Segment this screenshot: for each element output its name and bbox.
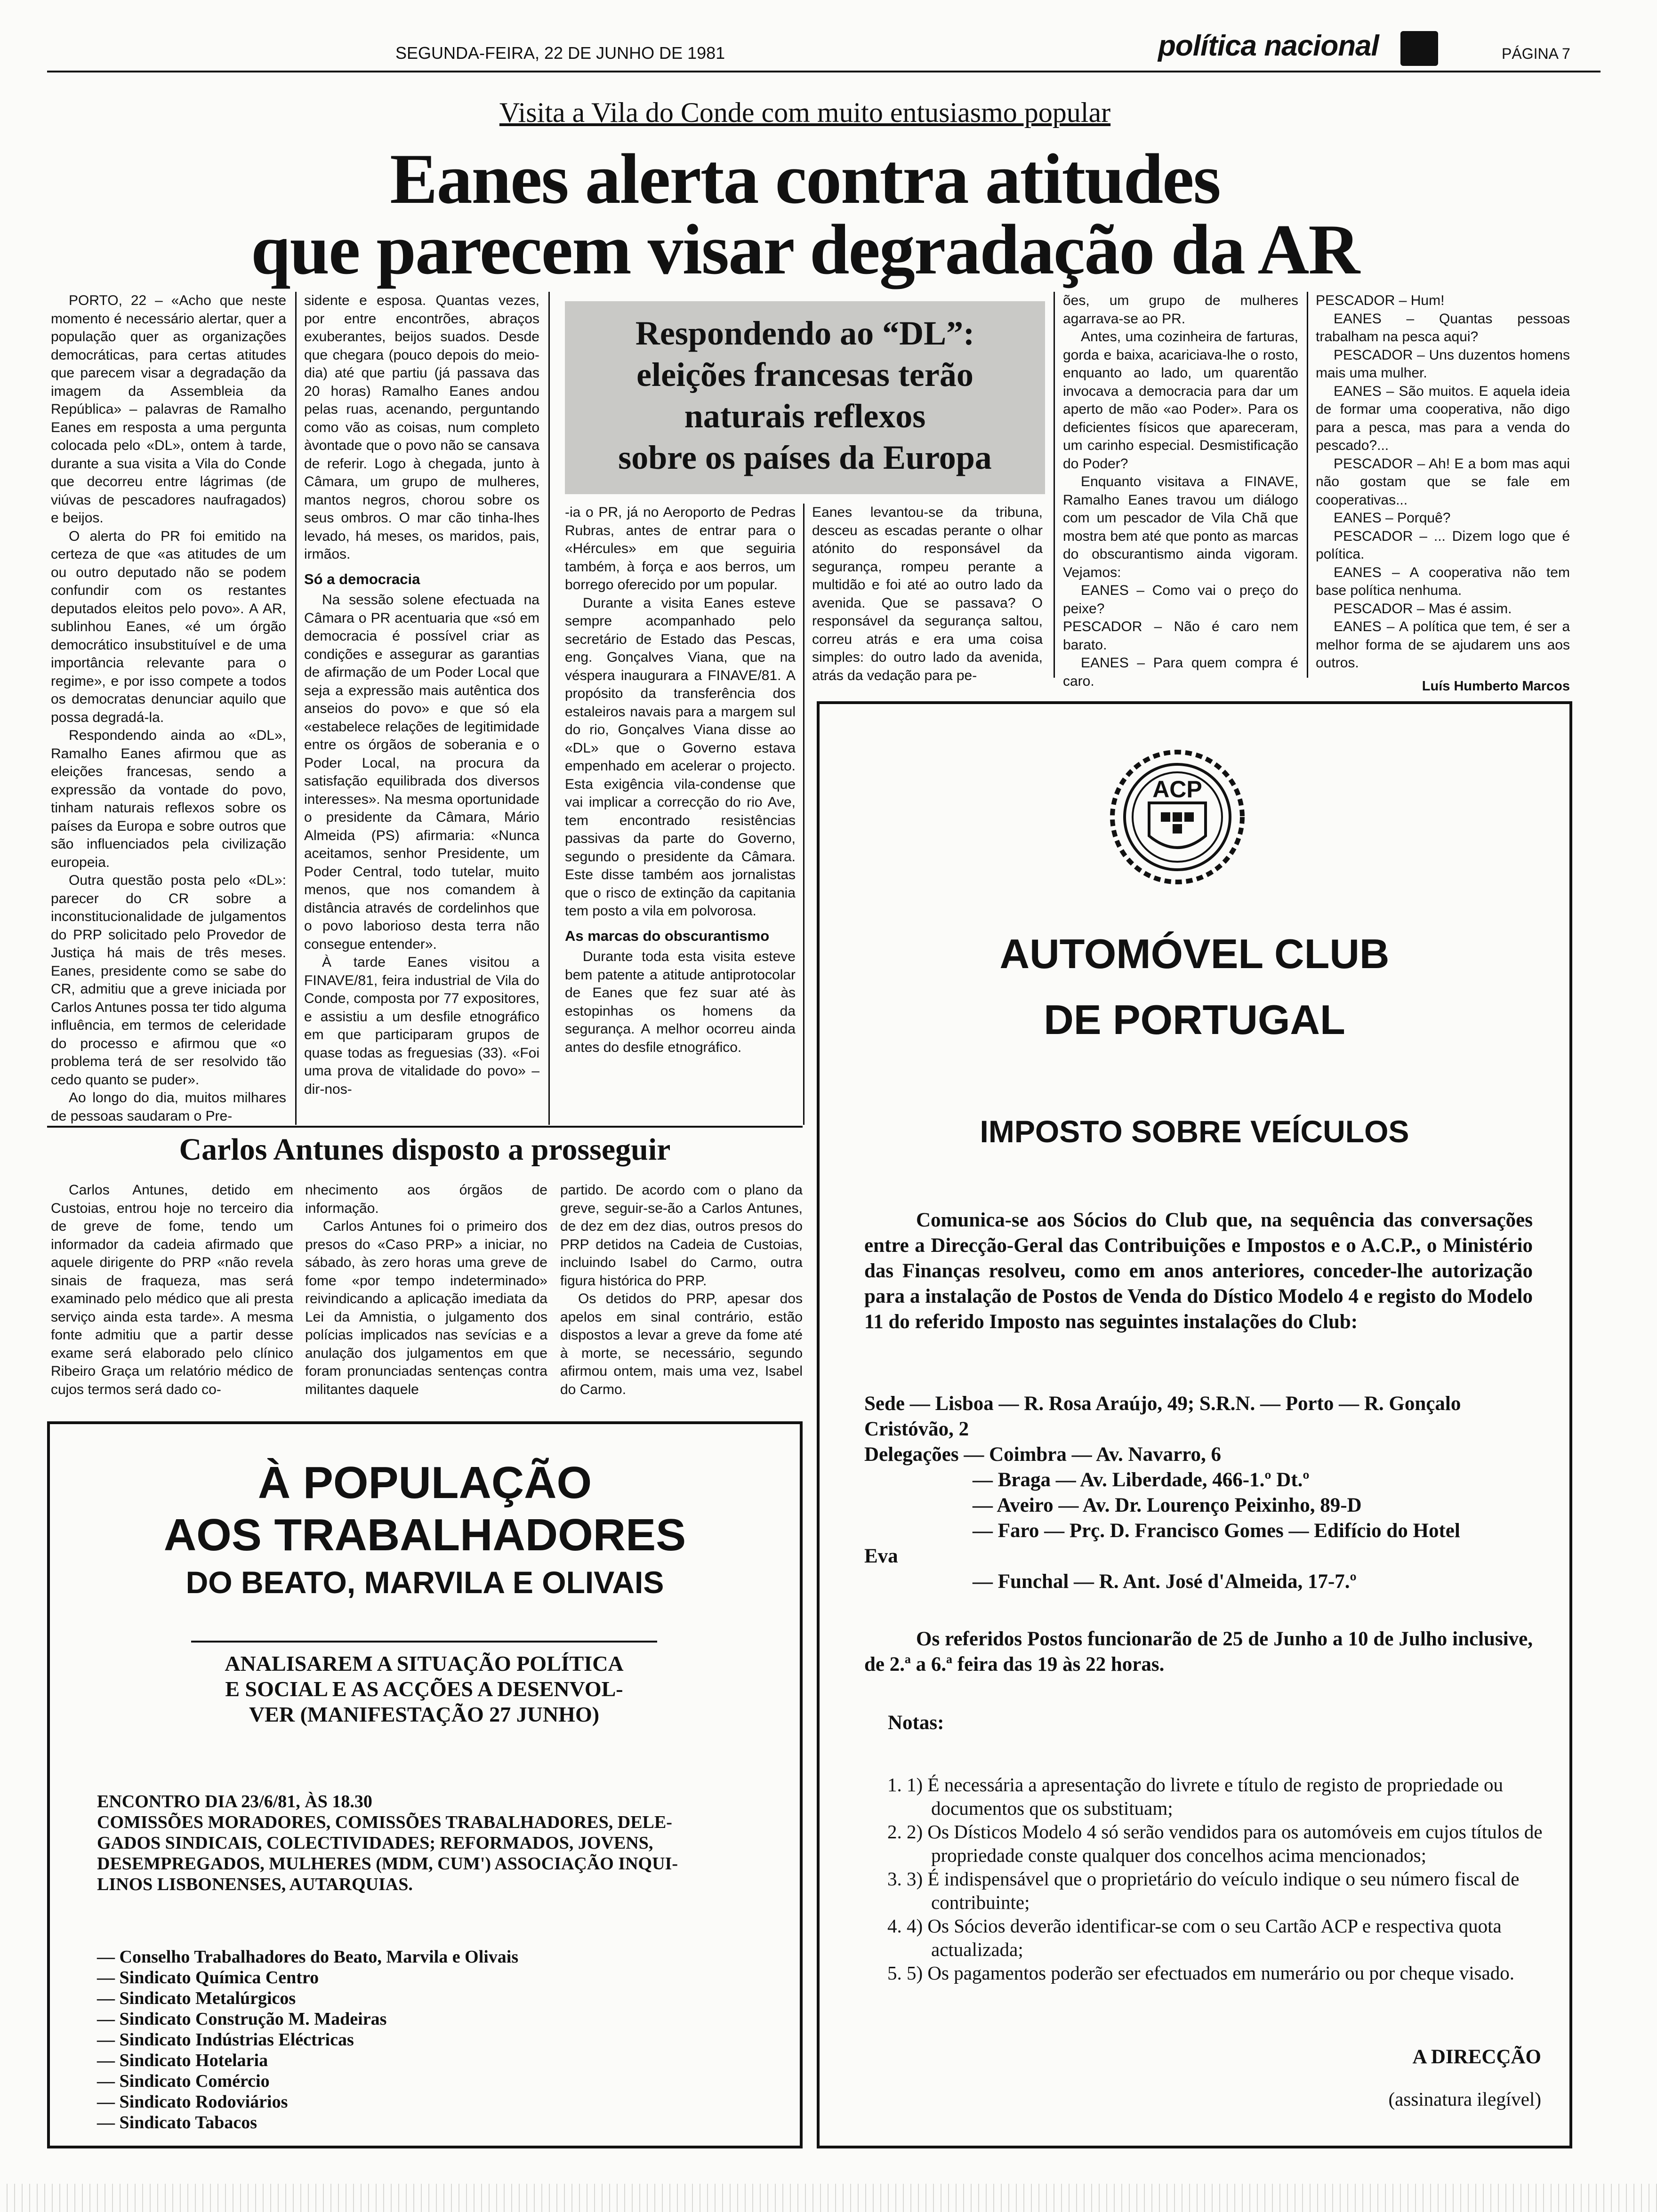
meeting-line: GADOS SINDICAIS, COLECTIVIDADES; REFORMADOS, JOVENS,: [97, 1833, 653, 1853]
location-line: Eva: [864, 1545, 898, 1567]
acp-signature: A DIRECÇÃO: [1412, 2046, 1541, 2068]
headline-line-2: que parecem visar degradação da AR: [250, 210, 1359, 289]
paragraph: Os detidos do PRP, apesar dos apelos em sinal contrário, estão dispostos a levar a greve da fome até à morte, se necessário, segundo afirmou ontem, mais uma vez, Isabel do Carmo.: [560, 1291, 803, 1397]
paragraph: Carlos Antunes foi o primeiro dos presos do «Caso PRP» a iniciar, no sábado, às zero horas uma greve de fome «por tempo indeterminado» reivindicando a aplicação imediata da Lei da Amnistia, o julgamento dos polícias implicados nas sevícias e a anulação dos julgamentos em que foram pronunciadas sentenças contra militantes daquele: [305, 1218, 547, 1397]
subhead: As marcas do obscurantismo: [565, 927, 770, 944]
inset-headline-box: [565, 301, 1045, 494]
note-item: 4. 4) Os Sócios deverão identificar-se com o seu Cartão ACP e respectiva quota actualizada;: [907, 1914, 1552, 1961]
meeting-line: ENCONTRO DIA 23/6/81, ÀS 18.30: [97, 1792, 372, 1811]
notes-title: Notas:: [888, 1712, 944, 1734]
signer-item: — Sindicato Rodoviários: [97, 2092, 288, 2112]
acp-intro: Comunica-se aos Sócios do Club que, na sequência das conversações entre a Direcção-Geral das Contribuições e Impostos e o A.C.P., o Ministério das Finanças resolveu, como em anos anteriores, conceder-lhe autorização para a instalação de Postos de Venda do Dístico Modelo 4 e registo do Modelo 11 do referido Imposto nas seguintes instalações do Club:: [864, 1209, 1533, 1333]
ad-subtitle: VER (MANIFESTAÇÃO 27 JUNHO): [249, 1702, 600, 1726]
meeting-block: [97, 1791, 756, 1895]
inset-line: naturais reflexos: [684, 397, 926, 435]
signer-item: — Sindicato Indústrias Eléctricas: [97, 2030, 354, 2050]
meeting-line: DESEMPREGADOS, MULHERES (MDM, CUM') ASSOCIAÇÃO INQUI-: [97, 1854, 678, 1874]
signer-item: — Sindicato Tabacos: [97, 2113, 257, 2132]
notes-list: [888, 1773, 1552, 1985]
subhead: Só a democracia: [304, 570, 420, 587]
lead-column-5: [1063, 292, 1298, 689]
column-divider: [803, 504, 804, 1125]
location-line: Sede — Lisboa — R. Rosa Araújo, 49; S.R.N. — Porto — R. Gonçalo Cristóvão, 2: [864, 1393, 1461, 1440]
paragraph: Durante a visita Eanes esteve sempre acompanhado pelo secretário de Estado das Pescas, eng. Gonçalves Viana, que na véspera inaugurara a FINAVE/81. A propósito da transferência dos estaleiros navais para a margem sul do rio, Gonçalves Viana disse ao «DL» que o Governo estava empenhado em acelerar o projecto. Esta exigência vila-condense que vai implicar a correcção do rio Ave, tem encontrado resistências passivas da parte do Governo, segundo o presidente da Câmara. Este disse também aos jornalistas que o risco de extinção da capitania tem posto a vila em polvorosa.: [565, 595, 796, 919]
signer-item: — Sindicato Química Centro: [97, 1968, 319, 1988]
bottom-edge-strip: [0, 2184, 1657, 2212]
dialogue-line: EANES – Porquê?: [1334, 510, 1451, 526]
paragraph: Carlos Antunes, detido em Custoias, entrou hoje no terceiro dia de greve de fome, tendo um informador da cadeia afirmado que aquele dirigente do PRP «não revela sinais de fraqueza, mas será examinado pelo médico que ali presta serviço ainda esta tarde». A mesma fonte admitiu que a partir desse exame será elaborado pelo clínico Ribeiro Graça um relatório médico de cujos termos será dado co-: [51, 1182, 293, 1397]
acp-signature-note: (assinatura ilegível): [1388, 2088, 1541, 2110]
acp-title: AUTOMÓVEL CLUB: [999, 930, 1390, 977]
location-line: — Funchal — R. Ant. José d'Almeida, 17-7.º: [973, 1571, 1357, 1593]
dialogue-line: PESCADOR – ... Dizem logo que é política.: [1316, 528, 1570, 562]
ad-title: À POPULAÇÃO: [257, 1458, 592, 1508]
page-label: PÁGINA 7: [1502, 45, 1570, 62]
dialogue-line: EANES – Para quem compra é caro.: [1063, 655, 1298, 689]
antunes-column-3: [560, 1181, 803, 1417]
inset-line: sobre os países da Europa: [618, 439, 992, 476]
paragraph: Ao longo do dia, muitos milhares de pessoas saudaram o Pre-: [51, 1090, 286, 1124]
section-rule: [47, 1126, 803, 1128]
lead-column-2: [304, 292, 539, 1122]
column-divider: [1054, 292, 1055, 678]
antunes-headline: Carlos Antunes disposto a prosseguir: [179, 1132, 671, 1167]
headline-line-1: Eanes alerta contra atitudes: [390, 139, 1220, 218]
population-ad: [47, 1421, 803, 2148]
paragraph: Durante toda esta visita esteve bem patente a atitude antiprotocolar de Eanes que fez suar até às estopinhas os homens da segurança. A melhor ocorreu ainda antes do desfile etnográfico.: [565, 949, 796, 1055]
location-line: — Aveiro — Av. Dr. Lourenço Peixinho, 89-D: [973, 1494, 1362, 1516]
kicker: Visita a Vila do Conde com muito entusiasmo popular: [499, 97, 1111, 128]
lead-column-1: [51, 292, 286, 1122]
dialogue-line: PESCADOR – Hum!: [1316, 293, 1445, 308]
section-emblem-icon: [1400, 31, 1438, 66]
signer-item: — Sindicato Comércio: [97, 2071, 270, 2091]
acp-locations: [864, 1391, 1533, 1595]
acp-subtitle: IMPOSTO SOBRE VEÍCULOS: [980, 1114, 1409, 1149]
dialogue-line: EANES – Quantas pessoas trabalham na pesca aqui?: [1316, 311, 1570, 345]
paragraph: nhecimento aos órgãos de informação.: [305, 1182, 547, 1216]
header-rule: [47, 71, 1601, 72]
signer-item: — Conselho Trabalhadores do Beato, Marvila e Olivais: [97, 1947, 519, 1967]
inset-line: eleições francesas terão: [636, 356, 973, 393]
paragraph: sidente e esposa. Quantas vezes, por entre encontrões, abraços exuberantes, beijos suados. Desde que chegara (pouco depois do meio-dia) até que partiu (já passava das 20 horas) Ramalho Eanes andou pelas ruas, acenando, perguntando como vão as coisas, num completo àvontade que o povo não se cansava de referir. Logo à chegada, junto à Câmara, um grupo de mulheres, mantos negros, chorou sobre os seus ombros. O mar cão tinha-lhes levado, há meses, os maridos, pais, irmãos.: [304, 293, 539, 562]
note-item: 2. 2) Os Dísticos Modelo 4 só serão vendidos para os automóveis em cujos títulos de propriedade conste qualquer dos concelhos acima mencionados;: [907, 1820, 1552, 1867]
dialogue-line: EANES – A política que tem, é ser a melhor forma de se ajudarem uns aos outros.: [1316, 619, 1570, 671]
header-date: SEGUNDA-FEIRA, 22 DE JUNHO DE 1981: [395, 43, 725, 63]
paragraph: Respondendo ainda ao «DL», Ramalho Eanes afirmou que as eleições francesas, sendo a expressão da vontade do povo, tinham naturais reflexos sobre os países da Europa e sobre outros que são influenciados pela civilização europeia.: [51, 728, 286, 870]
paragraph: O alerta do PR foi emitido na certeza de que «as atitudes de um ou outro deputado não se podem confundir com os restantes deputados eleitos pelo povo». A AR, sublinhou Eanes, «é um órgão democrático insubstituível e de uma importância relevante para o regime», e por isso compete a todos os democratas denunciar aquilo que possa degradá-la.: [51, 528, 286, 725]
acp-ad: [817, 701, 1572, 2148]
lead-column-6: [1316, 292, 1570, 694]
dialogue-line: PESCADOR – Não é caro nem barato.: [1063, 619, 1298, 653]
ad-subtitle: ANALISAREM A SITUAÇÃO POLÍTICA: [225, 1651, 624, 1675]
signers-list: [97, 1947, 756, 2133]
paragraph: ões, um grupo de mulheres agarrava-se ao PR.: [1063, 293, 1298, 327]
column-divider: [295, 292, 297, 1125]
paragraph: -ia o PR, já no Aeroporto de Pedras Rubras, antes de entrar para o «Hércules» em que seguiria também, à força e aos berros, um borrego oferecido por um popular.: [565, 505, 796, 593]
meeting-line: COMISSÕES MORADORES, COMISSÕES TRABALHADORES, DELE-: [97, 1812, 672, 1832]
dialogue-line: EANES – Como vai o preço do peixe?: [1063, 583, 1298, 617]
acp-title: DE PORTUGAL: [1044, 996, 1345, 1043]
paragraph: PORTO, 22 – «Acho que neste momento é necessário alertar, quer a população quer as organizações democráticas, para certas atitudes que parecem visar a degradação da imagem da Assembleia da República» – palavras de Ramalho Eanes em resposta a uma pergunta colocada pelo «DL», ontem à tarde, durante a sua visita a Vila do Conde que decorreu entre lágrimas (de viúvas de pescadores naufragados) e beijos.: [51, 293, 286, 526]
lead-column-3: [565, 504, 796, 1122]
signer-item: — Sindicato Metalúrgicos: [97, 1988, 296, 2008]
antunes-column-2: [305, 1181, 547, 1417]
location-line: — Faro — Prç. D. Francisco Gomes — Edifício do Hotel: [973, 1520, 1460, 1542]
dialogue-line: PESCADOR – Ah! E a bom mas aqui não gostam que se fale em cooperativas...: [1316, 456, 1570, 508]
ad-subtitle-block: [191, 1641, 657, 1727]
ad-title: DO BEATO, MARVILA E OLIVAIS: [185, 1565, 664, 1600]
lead-column-4: [812, 504, 1043, 692]
paragraph: partido. De acordo com o plano da greve, seguir-se-ão a Carlos Antunes, de dez em dez dias, outros presos do PRP detidos na Cadeia de Custoias, incluindo Isabel do Carmo, outra figura histórica do PRP.: [560, 1182, 803, 1289]
paragraph: Na sessão solene efectuada na Câmara o PR acentuaria que «só em democracia é possível criar as condições e assegurar as garantias de afirmação de um Poder Local que seja a expressão mais autêntica dos anseios do povo» e que só ela «estabelece relações de legitimidade entre os órgãos de soberania e o Poder Local, na procura da satisfação equilibrada dos diversos interesses». Na mesma oportunidade o presidente da Câmara, Mário Almeida (PS) afirmaria: «Nunca aceitamos, senhor Presidente, um Poder Central, todo tutelar, muito menos, que nos comandem à distância através de cordelinhos que o povo laborioso desta terra não consegue entender».: [304, 592, 539, 952]
location-line: Delegações — Coimbra — Av. Navarro, 6: [864, 1443, 1221, 1466]
dialogue-line: EANES – A cooperativa não tem base política nenhuma.: [1316, 564, 1570, 598]
paragraph: Outra questão posta pelo «DL»: parecer do CR sobre a inconstitucionalidade de julgamentos do PRP solicitado pelo Provedor de Justiça há mais de três meses. Eanes, presidente como se sabe do CR, admitiu que a greve iniciada por Carlos Antunes possa ter tido alguma influência, em termos de celeridade do processo e afirmou que «o problema terá de ser resolvido tão cedo quanto se puder».: [51, 873, 286, 1088]
inset-line: Respondendo ao “DL”:: [635, 314, 975, 352]
paragraph: Eanes levantou-se da tribuna, desceu as escadas perante o olhar atónito do responsável da segurança, rompeu perante a multidão e foi até ao outro lado da avenida. Que se passava? O responsável da segurança saltou, correu atrás e era uma coisa simples: do outro lado da avenida, atrás da vedação para pe-: [812, 505, 1043, 683]
paragraph: Antes, uma cozinheira de farturas, gorda e baixa, acariciava-lhe o rosto, enquanto ao lado, um quarentão invocava a democracia para dar um aperto de mão «ao Poder». Para os deficientes físicos que apareceram, um carinho especial. Desmistificação do Poder?: [1063, 329, 1298, 472]
acp-hours: Os referidos Postos funcionarão de 25 de Junho a 10 de Julho inclusive, de 2.ª a 6.ª feira das 19 às 22 horas.: [864, 1628, 1533, 1675]
location-line: — Braga — Av. Liberdade, 466-1.º Dt.º: [973, 1469, 1310, 1491]
dialogue-line: PESCADOR – Uns duzentos homens mais uma mulher.: [1316, 347, 1570, 381]
acp-emblem-icon: [1107, 746, 1248, 888]
meeting-line: LINOS LISBONENSES, AUTARQUIAS.: [97, 1875, 413, 1894]
paragraph: Enquanto visitava a FINAVE, Ramalho Eanes travou um diálogo com um pescador de Vila Chã que mostra bem até que ponto as marcas do obscurantismo ainda vigoram. Vejamos:: [1063, 474, 1298, 580]
signer-item: — Sindicato Hotelaria: [97, 2051, 268, 2070]
paragraph: À tarde Eanes visitou a FINAVE/81, feira industrial de Vila do Conde, composta por 77 expositores, e assistiu a um desfile etnográfico em que participaram grupos de quase todas as freguesias (33). «Foi uma prova de vitalidade do povo» – dir-nos-: [304, 954, 539, 1097]
acp-logo-text: ACP: [1152, 776, 1202, 802]
note-item: 3. 3) É indispensável que o proprietário do veículo indique o seu número fiscal de contribuinte;: [907, 1867, 1552, 1914]
dialogue-line: EANES – São muitos. E aquela ideia de formar uma cooperativa, não digo para a pesca, mas para a venda do pescado?...: [1316, 383, 1570, 453]
column-divider: [1307, 292, 1308, 678]
ad-title: AOS TRABALHADORES: [163, 1510, 686, 1560]
dialogue-line: PESCADOR – Mas é assim.: [1334, 601, 1512, 617]
section-name: política nacional: [1158, 30, 1379, 62]
byline: Luís Humberto Marcos: [1422, 678, 1570, 694]
note-item: 5. 5) Os pagamentos poderão ser efectuados em numerário ou por cheque visado.: [907, 1961, 1552, 1985]
ad-subtitle: E SOCIAL E AS ACÇÕES A DESENVOL-: [225, 1677, 623, 1701]
note-item: 1. 1) É necessária a apresentação do livrete e título de registo de propriedade ou documentos que os substituam;: [907, 1773, 1552, 1820]
antunes-column-1: [51, 1181, 293, 1417]
signer-item: — Sindicato Construção M. Madeiras: [97, 2009, 387, 2029]
column-divider: [548, 292, 550, 1125]
